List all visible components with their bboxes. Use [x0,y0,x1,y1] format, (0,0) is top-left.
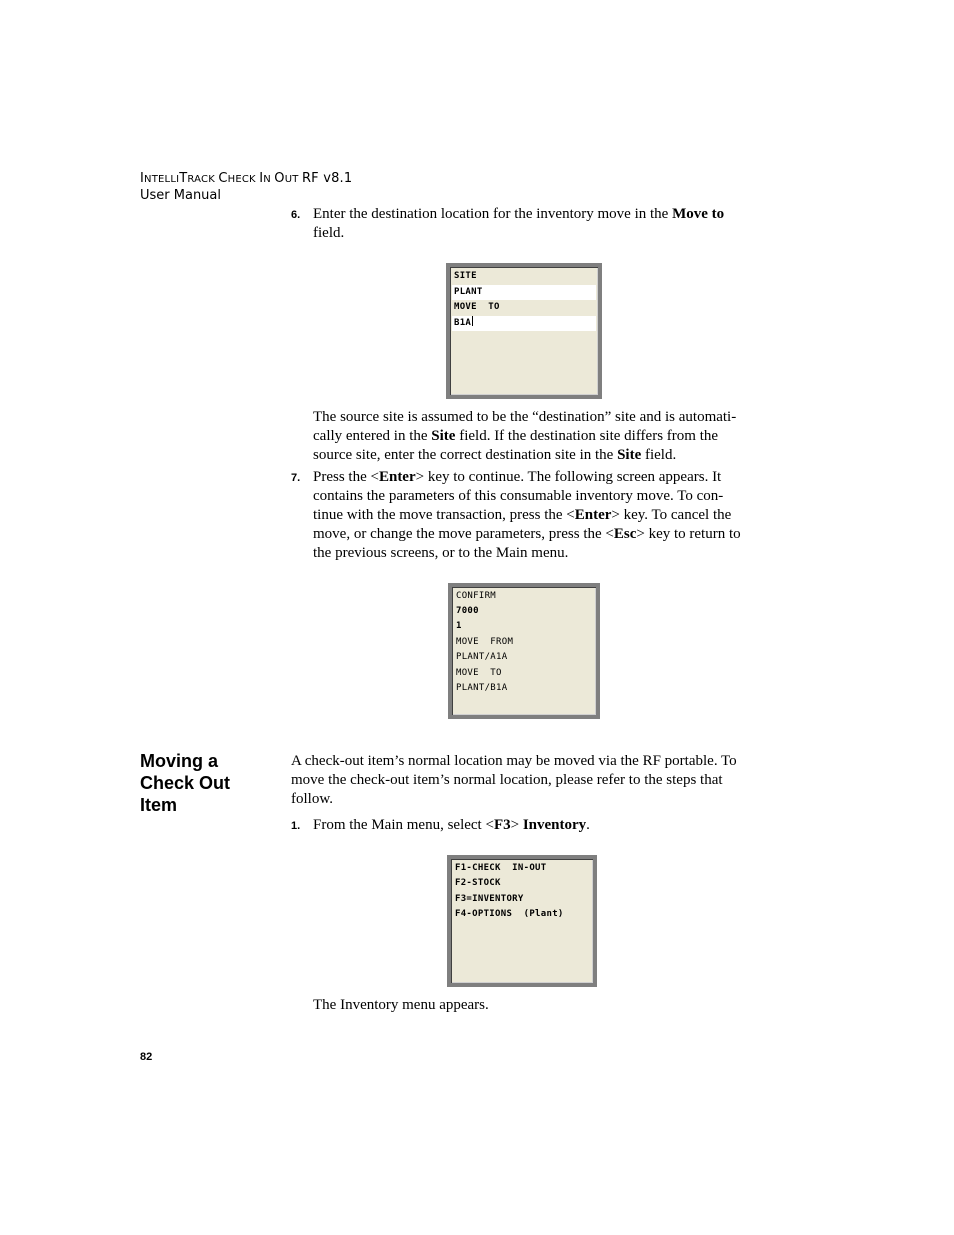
screen-line-confirm: CONFIRM [456,591,497,601]
screen-line-move-to: MOVE TO [454,302,500,312]
menu-item-check-in-out[interactable]: F1-CHECK IN-OUT [455,863,547,873]
rf-screen-main-menu [447,855,597,987]
menu-item-inventory[interactable]: F3=INVENTORY [455,894,524,904]
step-1-text: From the Main menu, select <F3> Inventory. [313,817,590,833]
section-heading: Moving a Check Out Item [140,751,231,815]
screen-line-plant: PLANT [452,285,596,300]
menu-item-options[interactable]: F4-OPTIONS (Plant) [455,909,564,919]
step-6-text: Enter the destination location for the inventory move in the Move to field. [313,206,725,241]
menu-item-stock[interactable]: F2-STOCK [455,878,501,888]
text-cursor [472,316,473,326]
screen-line-to-location: PLANT/B1A [456,683,508,693]
screen-line-move-from: MOVE FROM [456,637,514,647]
source-site-paragraph: The source site is assumed to be the “destination” site and is automati- cally entered in the Site field. If the destination site differs from the source site, enter the correct destination site in the Site field. [313,409,737,463]
step-7-text: Press the <Enter> key to continue. The following screen appears. It contains the parameters of this consumable inventory move. To con- tinue with the move transaction, press the <Enter> key. To cancel the move, or change the move parameters, press the <Esc> key to return to the previous screens, or to the Main menu. [313,469,741,561]
inventory-menu-appears: The Inventory menu appears. [313,997,489,1013]
screen-line-from-location: PLANT/A1A [456,652,508,662]
section-intro: A check-out item’s normal location may be moved via the RF portable. To move the check-out item’s normal location, please refer to the steps that follow. [291,753,737,807]
running-header-title: INTELLITRACK CHECK IN OUT RF v8.1 [140,171,353,186]
screen-input-destination[interactable]: B1A [452,316,596,331]
screen-line-quantity: 1 [456,621,462,631]
screen-line-item: 7000 [456,606,479,616]
rf-screen-move-to [446,263,602,399]
page-number: 82 [140,1051,153,1063]
step-number-7: 7. [291,472,301,484]
step-number-6: 6. [291,209,301,221]
screen-line-move-to: MOVE TO [456,668,502,678]
step-number-1: 1. [291,820,301,832]
running-header-subtitle: User Manual [140,188,222,203]
rf-screen-confirm [448,583,600,719]
screen-line-site: SITE [454,271,477,281]
